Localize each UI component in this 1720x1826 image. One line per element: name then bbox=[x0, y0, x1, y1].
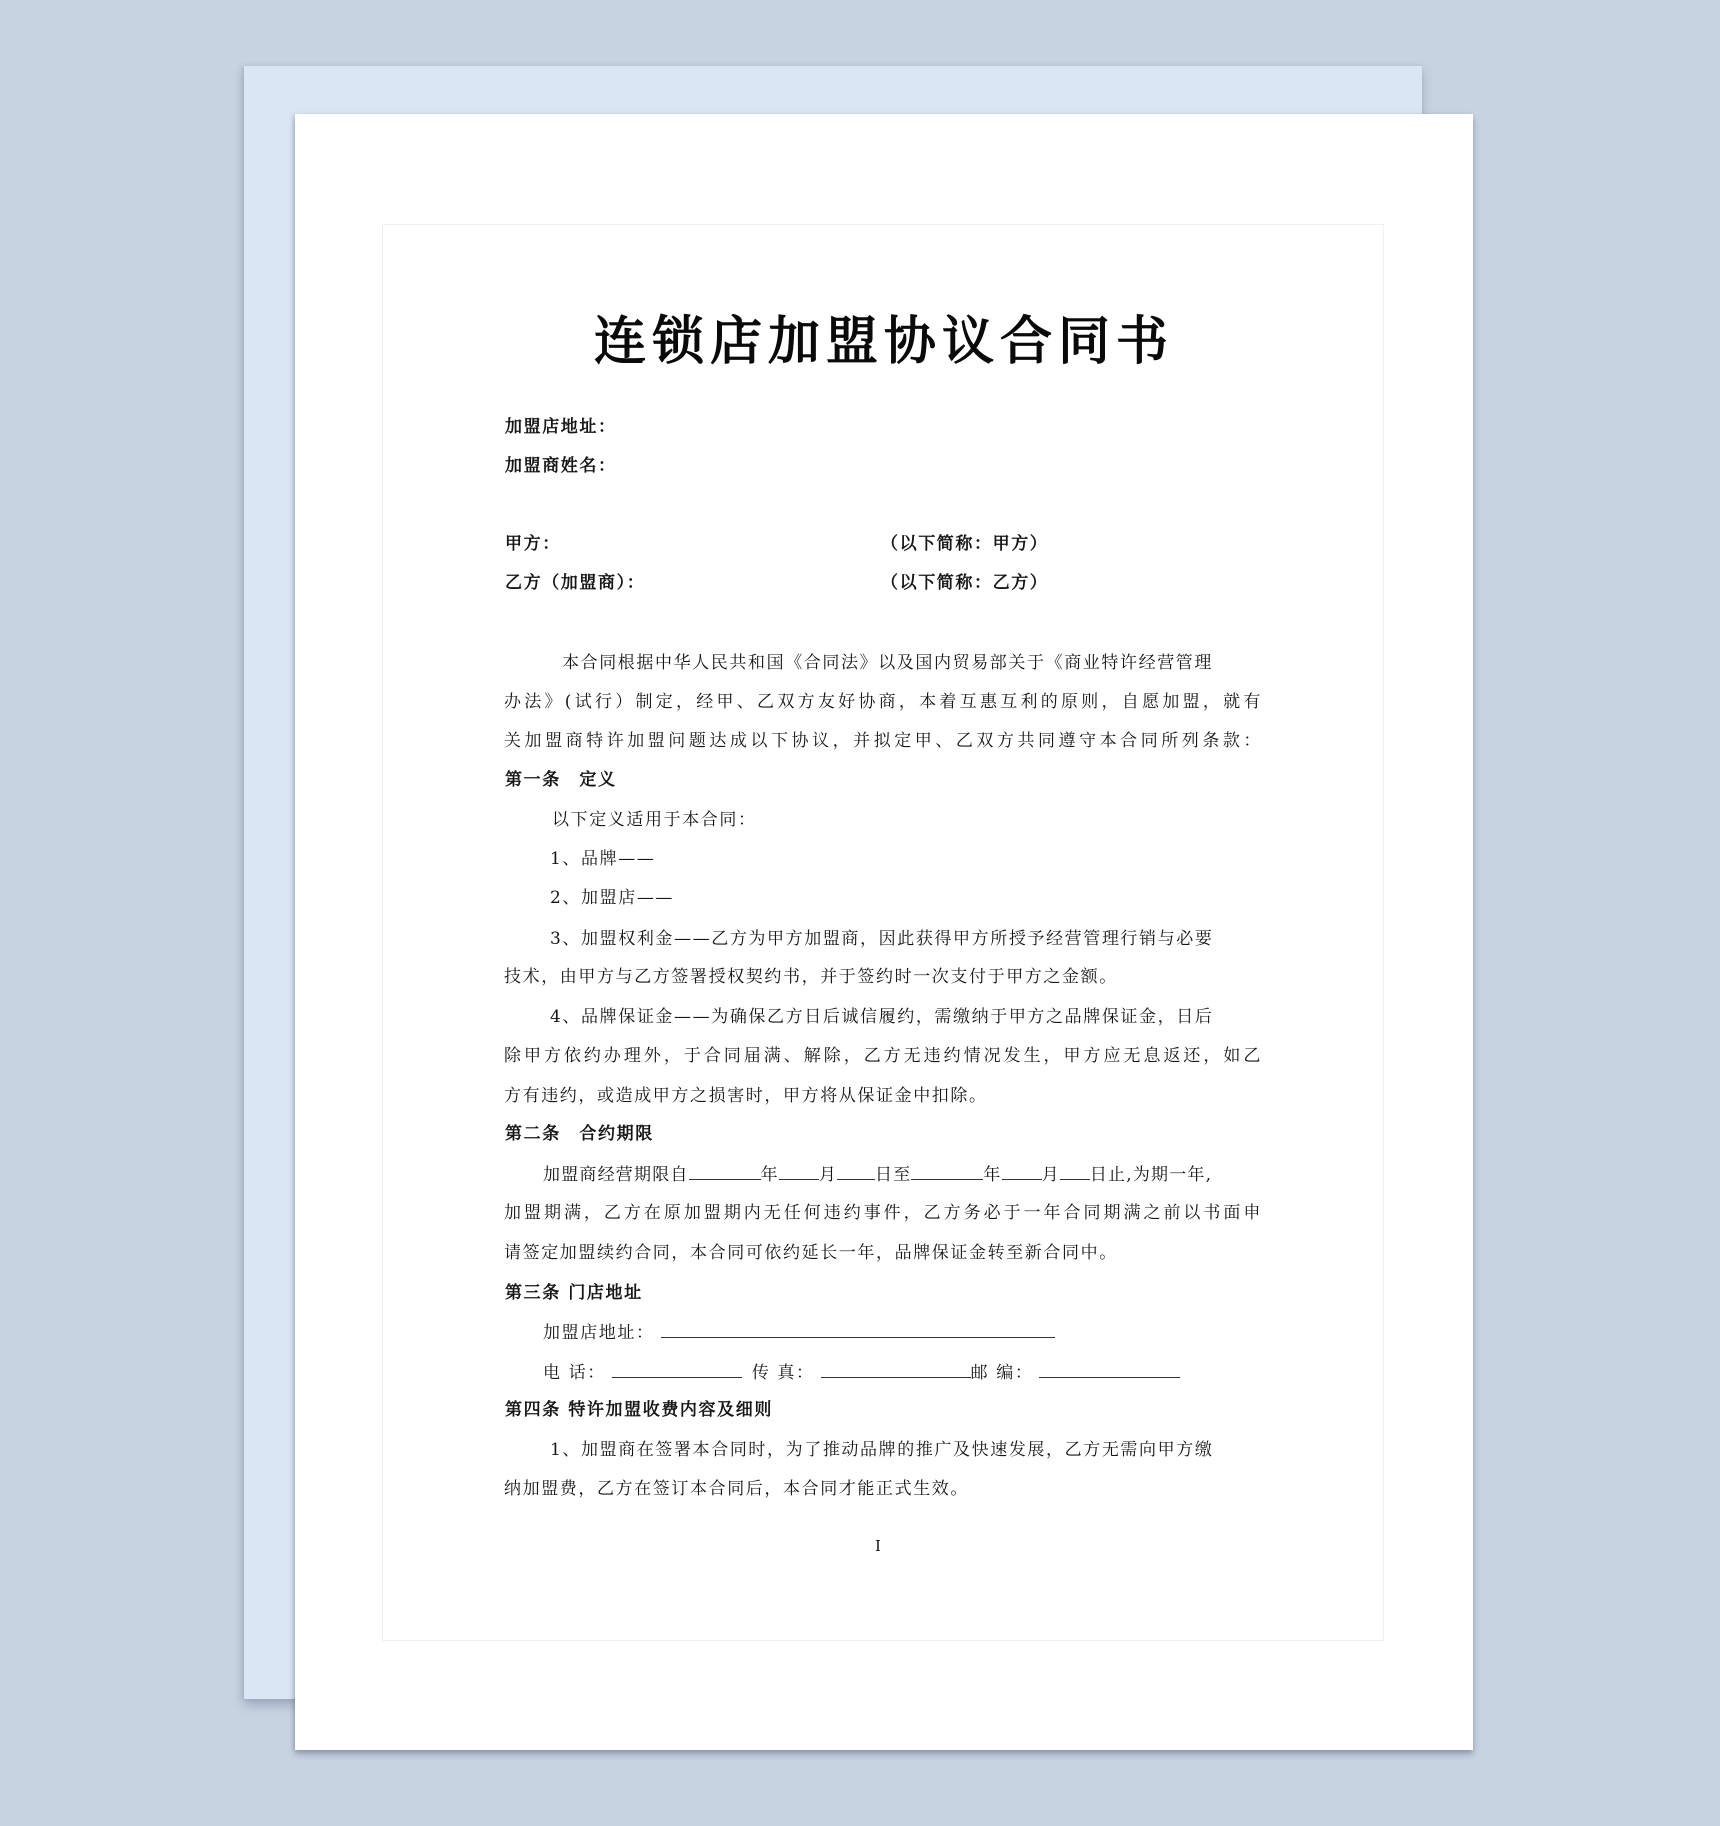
end-month-blank[interactable] bbox=[1002, 1161, 1042, 1180]
end-year-blank[interactable] bbox=[911, 1161, 983, 1180]
preamble-line: 本合同根据中华人民共和国《合同法》以及国内贸易部关于《商业特许经营管理 bbox=[562, 653, 1213, 673]
definition-item-deposit: 4、品牌保证金——为确保乙方日后诚信履约，需缴纳于甲方之品牌保证金，日后 bbox=[550, 1007, 1214, 1027]
term-renewal-line: 加盟期满，乙方在原加盟期内无任何违约事件，乙方务必于一年合同期满之前以书面申 bbox=[504, 1203, 1262, 1223]
store-address-field-label: 加盟店地址： bbox=[505, 417, 617, 437]
page-number: I bbox=[875, 1537, 881, 1555]
article-1-heading: 第一条 定义 bbox=[505, 770, 617, 790]
end-day-blank[interactable] bbox=[1060, 1161, 1090, 1180]
phone-blank[interactable] bbox=[612, 1359, 742, 1378]
fax-blank[interactable] bbox=[821, 1359, 971, 1378]
definition-item-deposit-cont: 方有违约，或造成甲方之损害时，甲方将从保证金中扣除。 bbox=[504, 1086, 988, 1106]
fax-label: 传 真： bbox=[751, 1363, 815, 1383]
zip-label: 邮 编： bbox=[970, 1363, 1034, 1383]
definition-item-royalty-cont: 技术，由甲方与乙方签署授权契约书，并于签约时一次支付于甲方之金额。 bbox=[504, 967, 1118, 987]
party-b-label: 乙方（加盟商）： bbox=[505, 573, 646, 593]
year-label: 年 bbox=[760, 1165, 779, 1185]
party-a-label: 甲方： bbox=[505, 534, 561, 554]
month-label: 月 bbox=[818, 1165, 838, 1185]
store-address-label: 加盟店地址： bbox=[543, 1323, 655, 1343]
definition-item-deposit-cont: 除甲方依约办理外，于合同届满、解除，乙方无违约情况发生，甲方应无息返还，如乙 bbox=[504, 1046, 1262, 1066]
year-label: 年 bbox=[983, 1165, 1002, 1185]
start-day-blank[interactable] bbox=[837, 1161, 875, 1180]
fee-item-line: 纳加盟费，乙方在签订本合同后，本合同才能正式生效。 bbox=[504, 1479, 969, 1499]
article-2-heading: 第二条 合约期限 bbox=[505, 1124, 654, 1144]
party-a-alias: （以下简称：甲方） bbox=[881, 534, 1049, 554]
preamble-line: 关加盟商特许加盟问题达成以下协议，并拟定甲、乙双方共同遵守本合同所列条款： bbox=[504, 731, 1262, 751]
preamble-line: 办法》(试行）制定，经甲、乙双方友好协商，本着互惠互利的原则，自愿加盟，就有 bbox=[504, 692, 1262, 712]
month-label: 月 bbox=[1041, 1165, 1060, 1185]
party-b-alias: （以下简称：乙方） bbox=[881, 573, 1049, 593]
store-address-row bbox=[543, 1319, 1055, 1346]
document-title: 连锁店加盟协议合同书 bbox=[593, 311, 1174, 372]
franchisee-name-field-label: 加盟商姓名： bbox=[505, 456, 617, 476]
zip-blank[interactable] bbox=[1039, 1359, 1180, 1378]
term-prefix: 加盟商经营期限自 bbox=[543, 1165, 689, 1185]
contract-term-line bbox=[543, 1161, 1212, 1188]
term-suffix: 日止,为期一年, bbox=[1089, 1165, 1213, 1185]
definition-item-royalty: 3、加盟权利金——乙方为甲方加盟商，因此获得甲方所授予经营管理行销与必要 bbox=[550, 929, 1214, 949]
definition-item-store: 2、加盟店—— bbox=[550, 888, 675, 908]
article-3-heading: 第三条 门店地址 bbox=[505, 1283, 643, 1303]
start-year-blank[interactable] bbox=[689, 1161, 761, 1180]
phone-label: 电 话： bbox=[543, 1363, 606, 1383]
front-page-sheet bbox=[295, 114, 1473, 1750]
fee-item-line: 1、加盟商在签署本合同时，为了推动品牌的推广及快速发展，乙方无需向甲方缴 bbox=[550, 1440, 1214, 1460]
definitions-intro: 以下定义适用于本合同： bbox=[552, 810, 757, 830]
store-address-blank[interactable] bbox=[661, 1319, 1055, 1338]
definition-item-brand: 1、品牌—— bbox=[550, 849, 656, 869]
day-to-label: 日至 bbox=[875, 1165, 912, 1185]
start-month-blank[interactable] bbox=[779, 1161, 819, 1180]
term-renewal-line: 请签定加盟续约合同，本合同可依约延长一年，品牌保证金转至新合同中。 bbox=[504, 1243, 1118, 1263]
contact-row bbox=[543, 1359, 1180, 1386]
article-4-heading: 第四条 特许加盟收费内容及细则 bbox=[505, 1400, 773, 1420]
